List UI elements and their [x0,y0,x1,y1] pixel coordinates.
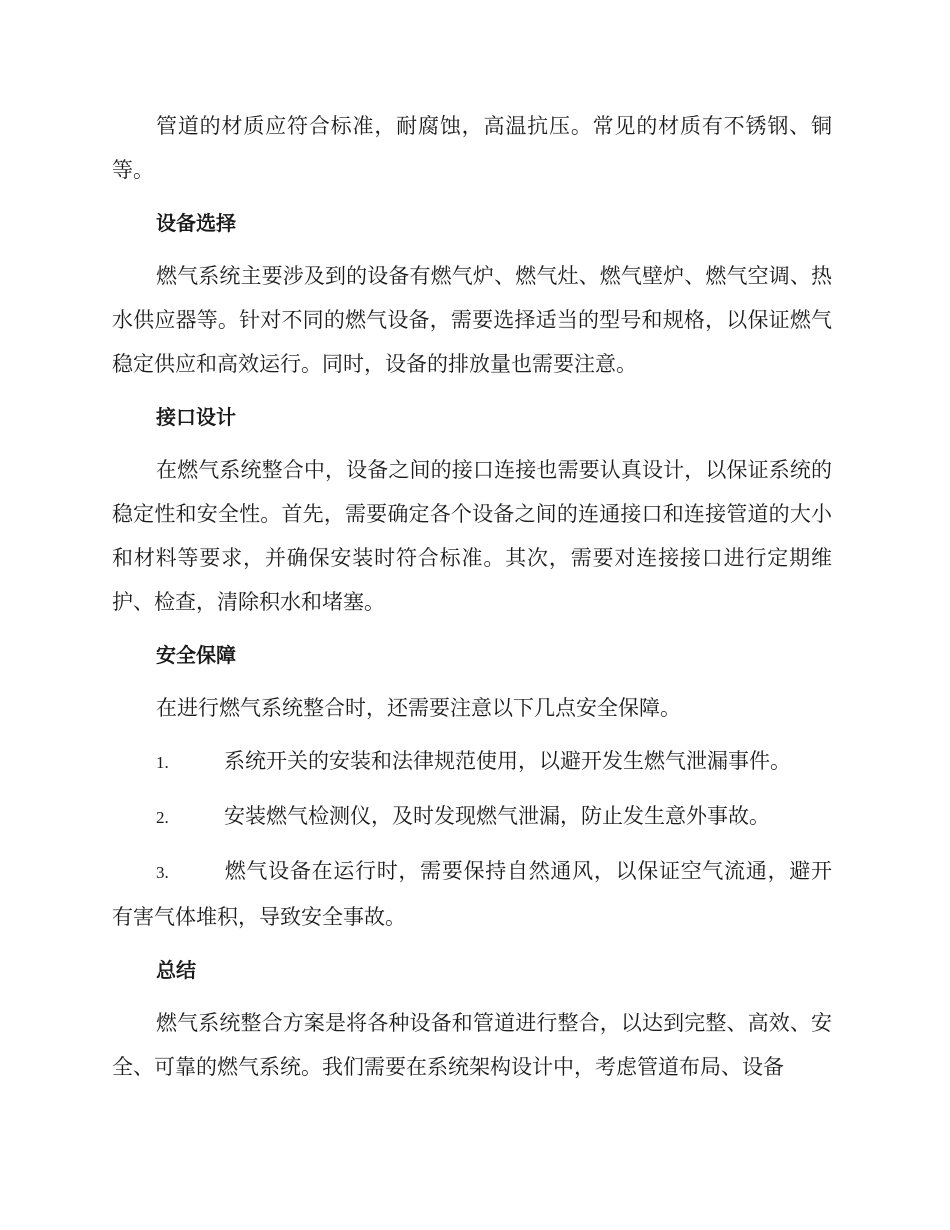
section-body-equipment: 燃气系统主要涉及到的设备有燃气炉、燃气灶、燃气壁炉、燃气空调、热水供应器等。针对不同的燃气设备，需要选择适当的型号和规格，以保证燃气稳定供应和高效运行。同时，设备的排放量也需要注意。 [112,264,832,376]
intro-paragraph: 管道的材质应符合标准，耐腐蚀，高温抗压。常见的材质有不锈钢、铜等。 [112,114,832,182]
section-heading-equipment: 设备选择 [156,211,236,235]
list-text: 安装燃气检测仪，及时发现燃气泄漏，防止发生意外事故。 [224,804,770,828]
list-item [112,794,832,840]
section-body-safety: 在进行燃气系统整合时，还需要注意以下几点安全保障。 [156,696,681,720]
section-heading-interface: 接口设计 [156,405,236,429]
document-page [112,104,832,1098]
list-text: 系统开关的安装和法律规范使用，以避开发生燃气泄漏事件。 [224,749,791,773]
list-number: 1. [156,753,169,772]
section-heading-safety: 安全保障 [156,643,236,667]
list-item [112,849,832,939]
section-heading-summary: 总结 [156,958,196,982]
section-body-interface: 在燃气系统整合中，设备之间的接口连接也需要认真设计，以保证系统的稳定性和安全性。首先，需要确定各个设备之间的连通接口和连接管道的大小和材料等要求，并确保安装时符合标准。其次，需要对连接接口进行定期维护、检查，清除积水和堵塞。 [112,458,832,614]
section-body-summary: 燃气系统整合方案是将各种设备和管道进行整合，以达到完整、高效、安全、可靠的燃气系统。我们需要在系统架构设计中，考虑管道布局、设备 [112,1011,832,1079]
list-text: 燃气设备在运行时，需要保持自然通风，以保证空气流通，避开有害气体堆积，导致安全事故。 [112,859,832,929]
list-item [112,739,832,785]
list-number: 2. [156,808,169,827]
list-number: 3. [156,863,169,882]
